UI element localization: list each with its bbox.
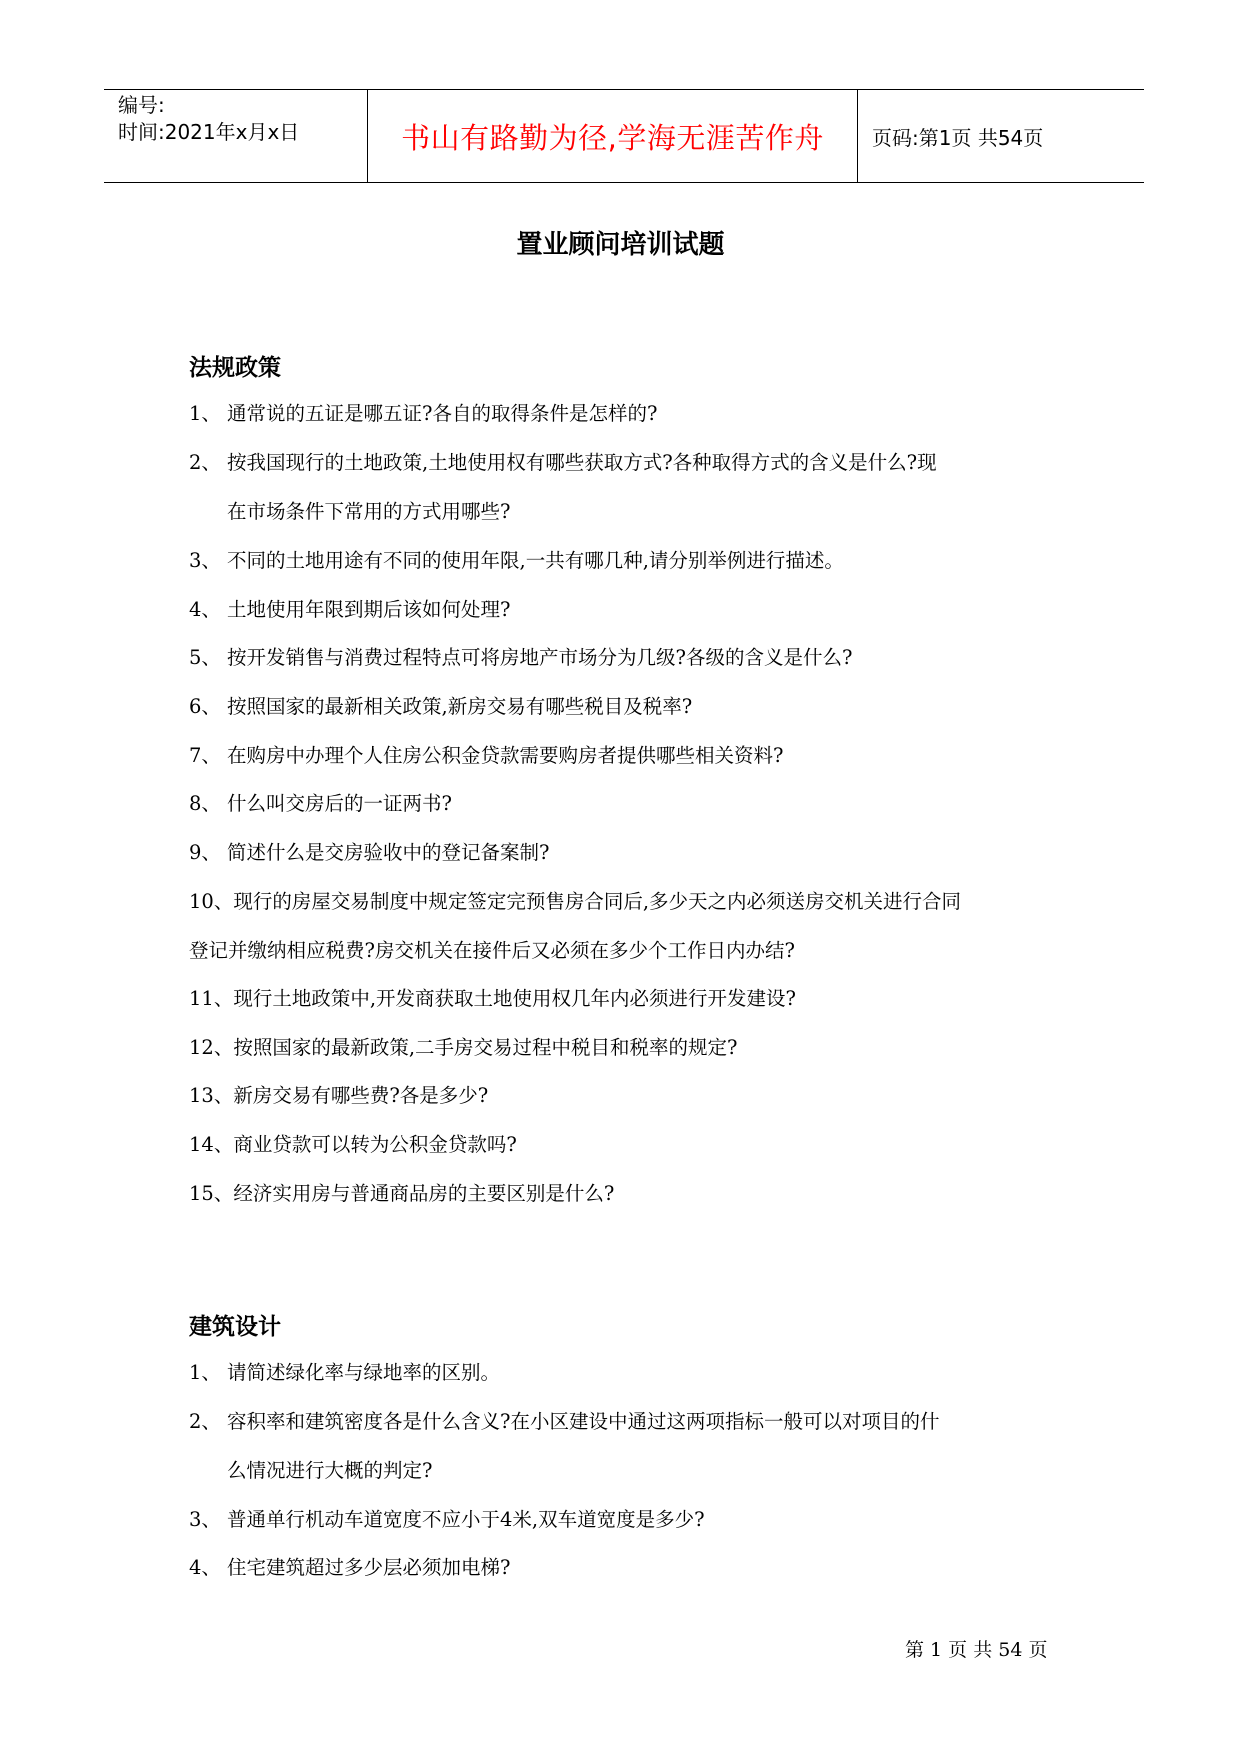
page-footer: 第 1 页 共 54 页 <box>905 1639 1048 1661</box>
list-item <box>189 887 1069 966</box>
list-item <box>189 399 1069 429</box>
time-line: 时间:2021年x月x日 <box>118 120 300 144</box>
question-text: 现行的房屋交易制度中规定签定完预售房合同后,多少天之内必须送房交机关进行合同 <box>233 890 962 913</box>
question-number: 1、 <box>189 1361 221 1384</box>
question-number: 2、 <box>189 451 221 474</box>
question-text-continued: 么情况进行大概的判定? <box>227 1459 433 1482</box>
question-number: 6、 <box>189 695 221 718</box>
list-item <box>189 448 1069 527</box>
question-number: 15、 <box>189 1182 234 1205</box>
list-item <box>189 1407 1069 1486</box>
question-text: 经济实用房与普通商品房的主要区别是什么? <box>233 1182 615 1205</box>
list-item <box>189 984 1069 1014</box>
question-number: 1、 <box>189 402 221 425</box>
serial-label: 编号: <box>118 93 165 117</box>
question-number: 2、 <box>189 1410 221 1433</box>
header-page-cell <box>858 90 1144 182</box>
document-title: 置业顾问培训试题 <box>516 230 725 260</box>
page-header <box>104 89 1144 183</box>
question-number: 4、 <box>189 1556 221 1579</box>
list-item <box>189 1505 1069 1535</box>
question-number: 13、 <box>189 1084 234 1107</box>
list-item <box>189 1358 1069 1388</box>
motto: 书山有路勤为径,学海无涯苦作舟 <box>401 120 824 155</box>
section-heading-architecture: 建筑设计 <box>189 1314 281 1340</box>
question-number: 8、 <box>189 792 221 815</box>
list-item <box>189 789 1069 819</box>
question-number: 7、 <box>189 744 221 767</box>
question-text: 按照国家的最新相关政策,新房交易有哪些税目及税率? <box>227 695 693 718</box>
header-meta-cell <box>104 90 368 182</box>
question-text: 简述什么是交房验收中的登记备案制? <box>227 841 550 864</box>
list-item <box>189 838 1069 868</box>
question-number: 3、 <box>189 549 221 572</box>
question-text: 请简述绿化率与绿地率的区别。 <box>227 1361 501 1384</box>
list-item <box>189 1130 1069 1160</box>
question-text: 普通单行机动车道宽度不应小于4米,双车道宽度是多少? <box>227 1508 705 1531</box>
question-text: 商业贷款可以转为公积金贷款吗? <box>233 1133 517 1156</box>
question-text: 通常说的五证是哪五证?各自的取得条件是怎样的? <box>227 402 658 425</box>
question-number: 3、 <box>189 1508 221 1531</box>
question-text: 什么叫交房后的一证两书? <box>227 792 452 815</box>
question-text: 现行土地政策中,开发商获取土地使用权几年内必须进行开发建设? <box>233 987 796 1010</box>
question-text: 按我国现行的土地政策,土地使用权有哪些获取方式?各种取得方式的含义是什么?现 <box>227 451 937 474</box>
list-item <box>189 1553 1069 1583</box>
header-motto-cell <box>368 90 858 182</box>
question-number: 12、 <box>189 1036 234 1059</box>
list-item <box>189 643 1069 673</box>
page-code: 页码:第1页 共54页 <box>872 125 1044 150</box>
list-item <box>189 692 1069 722</box>
list-item <box>189 741 1069 771</box>
question-text: 新房交易有哪些费?各是多少? <box>233 1084 489 1107</box>
question-number: 14、 <box>189 1133 234 1156</box>
question-text: 住宅建筑超过多少层必须加电梯? <box>227 1556 511 1579</box>
question-number: 9、 <box>189 841 221 864</box>
question-text: 土地使用年限到期后该如何处理? <box>227 598 511 621</box>
question-number: 4、 <box>189 598 221 621</box>
question-text: 在购房中办理个人住房公积金贷款需要购房者提供哪些相关资料? <box>227 744 784 767</box>
question-text: 按照国家的最新政策,二手房交易过程中税目和税率的规定? <box>233 1036 738 1059</box>
list-item <box>189 595 1069 625</box>
question-text: 不同的土地用途有不同的使用年限,一共有哪几种,请分别举例进行描述。 <box>227 549 844 572</box>
question-text: 容积率和建筑密度各是什么含义?在小区建设中通过这两项指标一般可以对项目的什 <box>227 1410 940 1433</box>
question-text-continued: 登记并缴纳相应税费?房交机关在接件后又必须在多少个工作日内办结? <box>189 939 795 962</box>
list-item <box>189 1179 1069 1209</box>
question-text-continued: 在市场条件下常用的方式用哪些? <box>227 500 511 523</box>
list-item <box>189 1081 1069 1111</box>
section-heading-regulations: 法规政策 <box>189 355 281 381</box>
question-text: 按开发销售与消费过程特点可将房地产市场分为几级?各级的含义是什么? <box>227 646 853 669</box>
question-number: 5、 <box>189 646 221 669</box>
question-number: 11、 <box>189 987 234 1010</box>
question-number: 10、 <box>189 890 234 913</box>
list-item <box>189 1033 1069 1063</box>
list-item <box>189 546 1069 576</box>
